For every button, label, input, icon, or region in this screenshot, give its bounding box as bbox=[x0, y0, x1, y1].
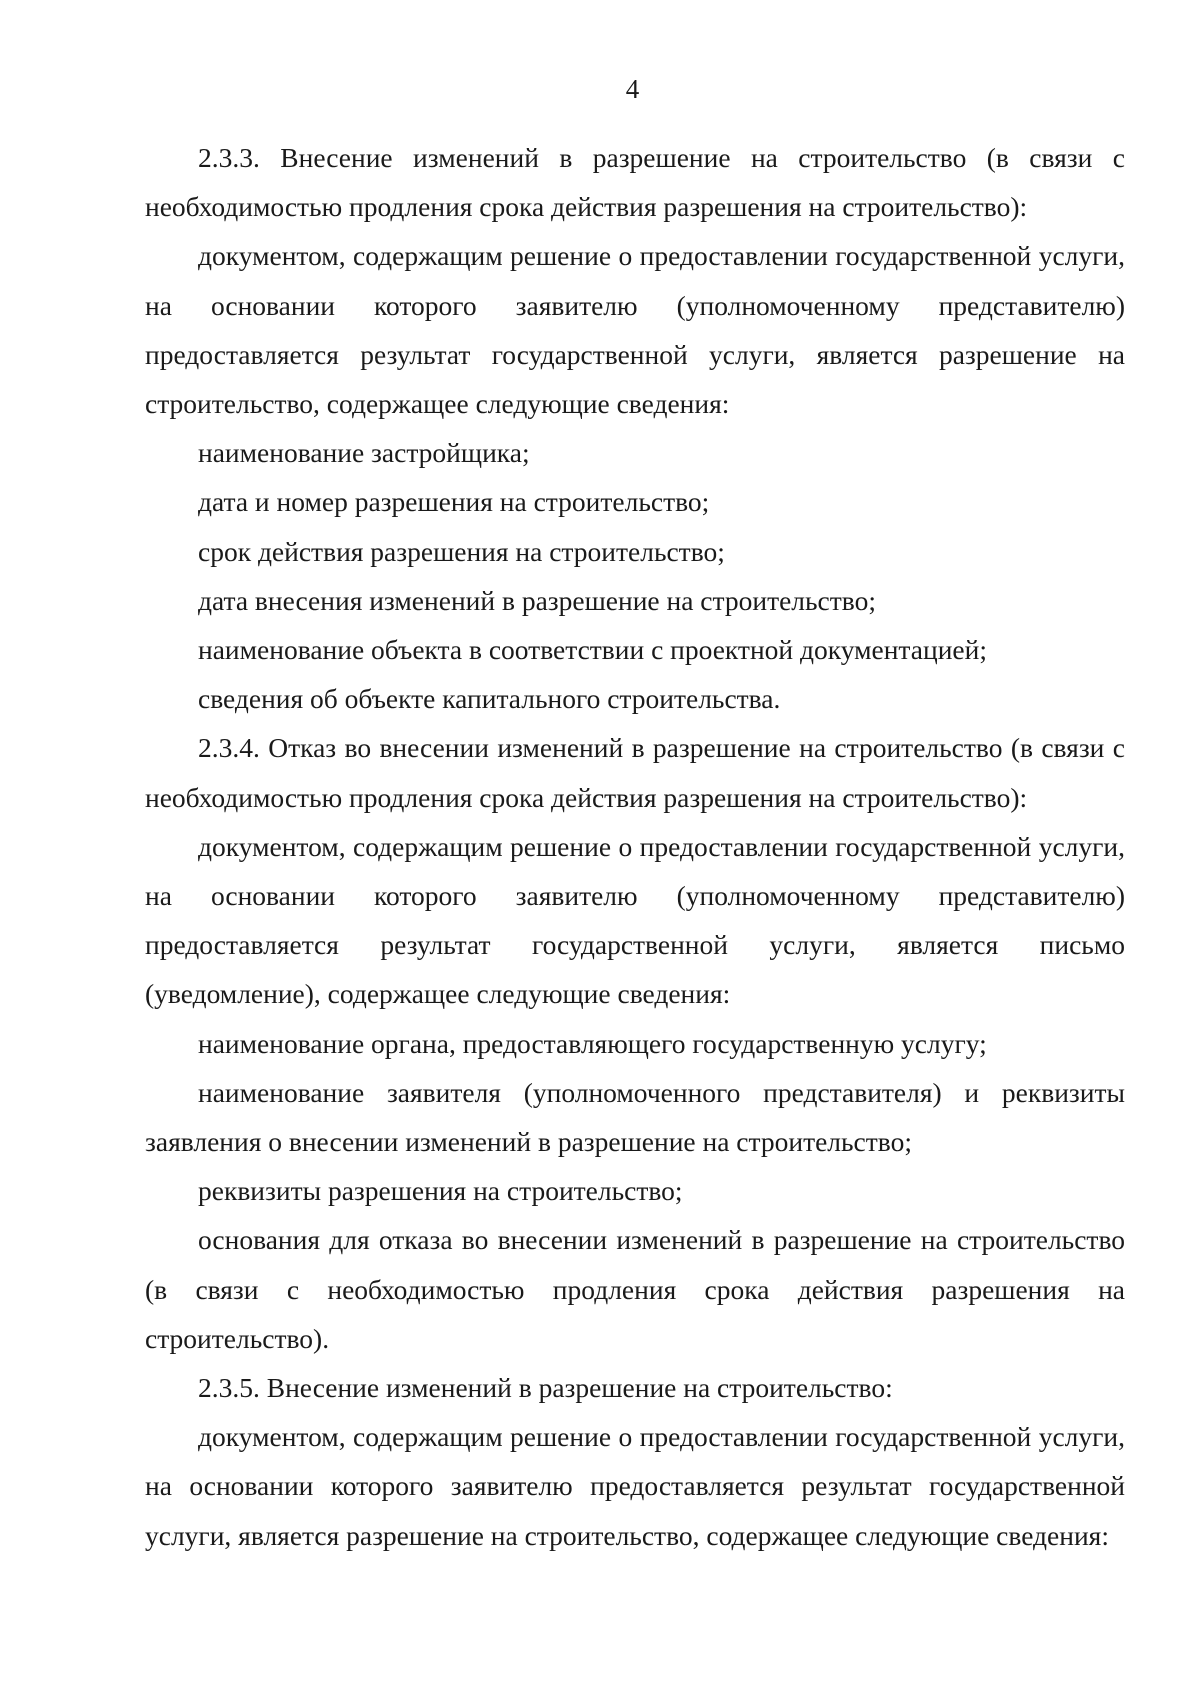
list-item: дата и номер разрешения на строительство; bbox=[198, 486, 710, 518]
paragraph-2-3-4-heading: 2.3.4. Отказ во внесении изменений в разрешение на строительство (в связи с необходимостью продления срока действия разрешения на строительство): bbox=[145, 732, 1125, 813]
list-item: основания для отказа во внесении изменений в разрешение на строительство (в связи с необходимостью продления срока действия разрешения на строительство). bbox=[145, 1224, 1125, 1354]
list-item: наименование органа, предоставляющего государственную услугу; bbox=[198, 1027, 987, 1059]
list-item: сведения об объекте капитального строительства. bbox=[198, 683, 781, 715]
list-item: наименование застройщика; bbox=[198, 437, 530, 469]
paragraph: документом, содержащим решение о предоставлении государственной услуги, на основании которого заявителю (уполномоченному представителю) предоставляется результат государственной услуги, является письмо (уведомление), содержащее следующие сведения: bbox=[145, 830, 1125, 1010]
list-item: наименование заявителя (уполномоченного представителя) и реквизиты заявления о внесении изменений в разрешение на строительство; bbox=[145, 1076, 1125, 1158]
list-item: реквизиты разрешения на строительство; bbox=[198, 1175, 683, 1207]
list-item: дата внесения изменений в разрешение на строительство; bbox=[198, 584, 876, 616]
paragraph-2-3-3-heading: 2.3.3. Внесение изменений в разрешение на строительство (в связи с необходимостью продления срока действия разрешения на строительство): bbox=[145, 142, 1125, 223]
paragraph: документом, содержащим решение о предоставлении государственной услуги, на основании которого заявителю (уполномоченному представителю) предоставляется результат государственной услуги, является разрешение на строительство, содержащее следующие сведения: bbox=[145, 240, 1125, 420]
page-number: 4 bbox=[625, 74, 640, 104]
list-item: наименование объекта в соответствии с проектной документацией; bbox=[198, 634, 987, 666]
document-body bbox=[145, 133, 1125, 1560]
paragraph-2-3-5-heading: 2.3.5. Внесение изменений в разрешение на строительство: bbox=[198, 1372, 893, 1404]
list-item: срок действия разрешения на строительство; bbox=[198, 535, 725, 567]
paragraph: документом, содержащим решение о предоставлении государственной услуги, на основании которого заявителю предоставляется результат государственной услуги, является разрешение на строительство, содержащее следующие сведения: bbox=[145, 1421, 1125, 1551]
